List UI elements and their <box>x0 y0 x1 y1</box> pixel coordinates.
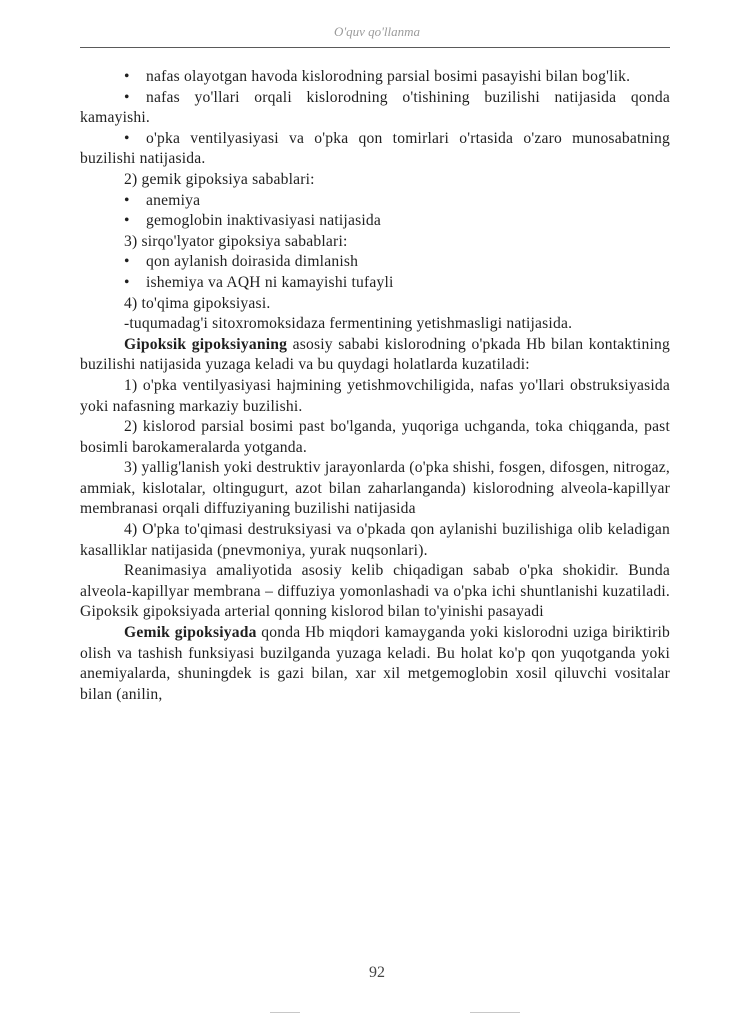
header-rule <box>80 47 670 48</box>
paragraph: -tuqumadag'i sitoxromoksidaza fermentining yetishmasligi natijasida. <box>124 315 573 333</box>
list-item: 2) gemik gipoksiya sabablari: <box>124 170 315 188</box>
numbered-item: 3) yallig'lanish yoki destruktiv jarayonlarda (o'pka shishi, fosgen, difosgen, nitrogaz, ammiak, kislotalar, oltingugurt, azot bilan zaharlanganda) kislorodning alveola-kapillyar membranasi orqali diffuziyaning buzilishi natijasida <box>80 459 670 518</box>
paragraph <box>80 335 670 376</box>
running-head: O'quv qo'llanma <box>333 24 421 39</box>
bullet-item: • nafas olayotgan havoda kislorodning parsial bosimi pasayishi bilan bog'lik. <box>80 67 670 88</box>
list-item: 4) to'qima gipoksiyasi. <box>124 294 271 312</box>
bullet-item: • gemoglobin inaktivasiyasi natijasida <box>80 211 670 232</box>
bullet-item: • nafas yo'llari orqali kislorodning o'tishining buzilishi natijasida qonda kamayishi. <box>80 88 670 129</box>
page-body <box>80 67 670 705</box>
paragraph <box>80 623 670 705</box>
scan-edge-mark <box>270 1012 300 1013</box>
bullet-item: • o'pka ventilyasiyasi va o'pka qon tomirlari o'rtasida o'zaro munosabatning buzilishi natijasida. <box>80 129 670 170</box>
numbered-item: 4) O'pka to'qimasi destruksiyasi va o'pkada qon aylanishi buzilishiga olib keladigan kasalliklar natijasida (pnevmoniya, yurak nuqsonlari). <box>80 521 670 559</box>
numbered-item: 2) kislorod parsial bosimi past bo'lganda, yuqoriga uchganda, toka chiqganda, past bosimli barokameralarda yotganda. <box>80 418 670 456</box>
paragraph: Reanimasiya amaliyotida asosiy kelib chiqadigan sabab o'pka shokidir. Bunda alveola-kapillyar membrana – diffuziya yomonlashadi va o'pka ichi shuntlanishi kuzatiladi. Gipoksik gipoksiyada arterial qonning kislorod bilan to'yinishi pasayadi <box>80 562 670 621</box>
page-number: 92 <box>369 964 385 981</box>
numbered-item: 1) o'pka ventilyasiyasi hajmining yetishmovchiligida, nafas yo'llari obstruksiyasida yoki nafasning markaziy buzilishi. <box>80 376 670 415</box>
bold-term: Gemik gipoksiyada <box>124 624 257 642</box>
bullet-item: • ishemiya va AQH ni kamayishi tufayli <box>80 273 670 294</box>
list-item: 3) sirqo'lyator gipoksiya sabablari: <box>124 232 348 250</box>
bullet-item: • qon aylanish doirasida dimlanish <box>80 252 670 273</box>
bold-term: Gipoksik gipoksiyaning <box>124 335 288 353</box>
scan-edge-mark <box>470 1012 520 1013</box>
bullet-item: • anemiya <box>80 191 670 212</box>
paragraph-text: asosiy sababi kislorodning o'pkada Hb bilan kontaktining buzilishi natijasida yuzaga keladi va bu quydagi holatlarda kuzatiladi: <box>80 335 670 374</box>
paragraph-text: qonda Hb miqdori kamayganda yoki kislorodni uziga biriktirib olish va tashish funksiyasi buzilganda yuzaga keladi. Bu holat ko'p qon yuqotganda yoki anemiyalarda, shuningdek is gazi bilan, xar xil metgemoglobin xosil qiluvchi vositalar bilan (anilin, <box>80 624 670 703</box>
